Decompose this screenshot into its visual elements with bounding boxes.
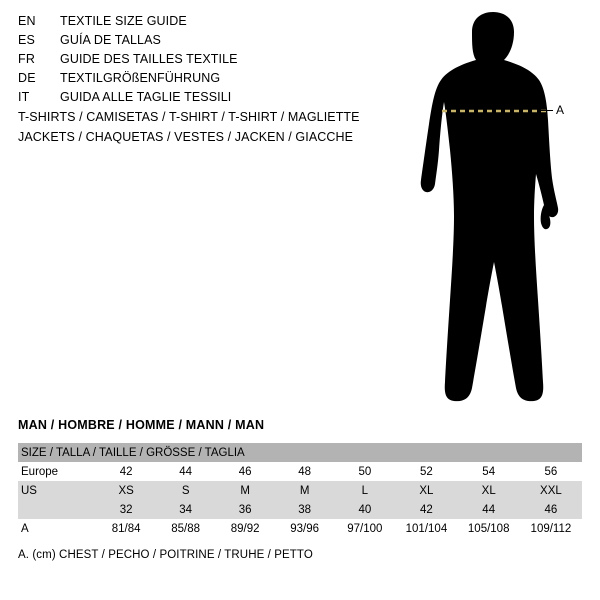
table-cell: XXL: [520, 481, 582, 500]
measurement-note: A. (cm) CHEST / PECHO / POITRINE / TRUHE / PETTO: [18, 549, 313, 561]
male-silhouette-figure: [400, 10, 590, 410]
table-cell: 38: [275, 500, 335, 519]
language-code: DE: [18, 71, 36, 85]
table-cell: 44: [458, 500, 520, 519]
table-cell: 44: [156, 462, 216, 481]
table-cell: 46: [215, 462, 275, 481]
row-label: US: [18, 481, 96, 500]
table-cell: XL: [395, 481, 457, 500]
garment-category: T-SHIRTS / CAMISETAS / T-SHIRT / T-SHIRT / MAGLIETTE: [18, 110, 360, 124]
language-row: [18, 71, 368, 90]
table-cell: 34: [156, 500, 216, 519]
table-cell: 42: [395, 500, 457, 519]
table-cell: 50: [334, 462, 395, 481]
table-cell: 46: [520, 500, 582, 519]
row-label: Europe: [18, 462, 96, 481]
table-cell: 42: [96, 462, 156, 481]
language-text: TEXTILE SIZE GUIDE: [60, 14, 187, 28]
table-cell: 81/84: [96, 519, 156, 538]
language-code: FR: [18, 52, 36, 66]
table-cell: 109/112: [520, 519, 582, 538]
table-cell: 56: [520, 462, 582, 481]
table-cell: L: [334, 481, 395, 500]
measure-label-a: A: [556, 103, 565, 117]
table-row: [18, 462, 582, 481]
language-code: IT: [18, 90, 30, 104]
measure-pointer-dash: [541, 110, 553, 111]
language-code: EN: [18, 14, 36, 28]
table-cell: 93/96: [275, 519, 335, 538]
row-label: [18, 500, 96, 519]
table-cell: 40: [334, 500, 395, 519]
table-row: [18, 519, 582, 538]
table-cell: 32: [96, 500, 156, 519]
section-title-man: MAN / HOMBRE / HOMME / MANN / MAN: [18, 418, 265, 432]
table-cell: 54: [458, 462, 520, 481]
table-cell: 101/104: [395, 519, 457, 538]
table-row: [18, 500, 582, 519]
table-header-label: SIZE / TALLA / TAILLE / GRÖSSE / TAGLIA: [18, 443, 582, 462]
language-text: GUIDA ALLE TAGLIE TESSILI: [60, 90, 232, 104]
table-cell: XS: [96, 481, 156, 500]
size-table: [18, 443, 582, 538]
table-cell: 89/92: [215, 519, 275, 538]
language-code: ES: [18, 33, 36, 47]
language-text: GUIDE DES TAILLES TEXTILE: [60, 52, 238, 66]
table-cell: M: [215, 481, 275, 500]
language-row: [18, 52, 368, 71]
language-text: GUÍA DE TALLAS: [60, 33, 161, 47]
row-label: A: [18, 519, 96, 538]
garment-category-list: [18, 110, 378, 150]
table-cell: S: [156, 481, 216, 500]
language-text: TEXTILGRÖßENFÜHRUNG: [60, 71, 221, 85]
table-cell: XL: [458, 481, 520, 500]
silhouette-icon: [400, 10, 590, 410]
garment-category: JACKETS / CHAQUETAS / VESTES / JACKEN / GIACCHE: [18, 130, 354, 144]
table-cell: 36: [215, 500, 275, 519]
table-cell: 105/108: [458, 519, 520, 538]
table-cell: 97/100: [334, 519, 395, 538]
table-cell: M: [275, 481, 335, 500]
table-row: [18, 481, 582, 500]
table-header-row: [18, 443, 582, 462]
language-row: [18, 33, 368, 52]
table-cell: 48: [275, 462, 335, 481]
table-cell: 85/88: [156, 519, 216, 538]
language-row: [18, 90, 368, 109]
language-row: [18, 14, 368, 33]
language-list: [18, 14, 368, 109]
table-cell: 52: [395, 462, 457, 481]
